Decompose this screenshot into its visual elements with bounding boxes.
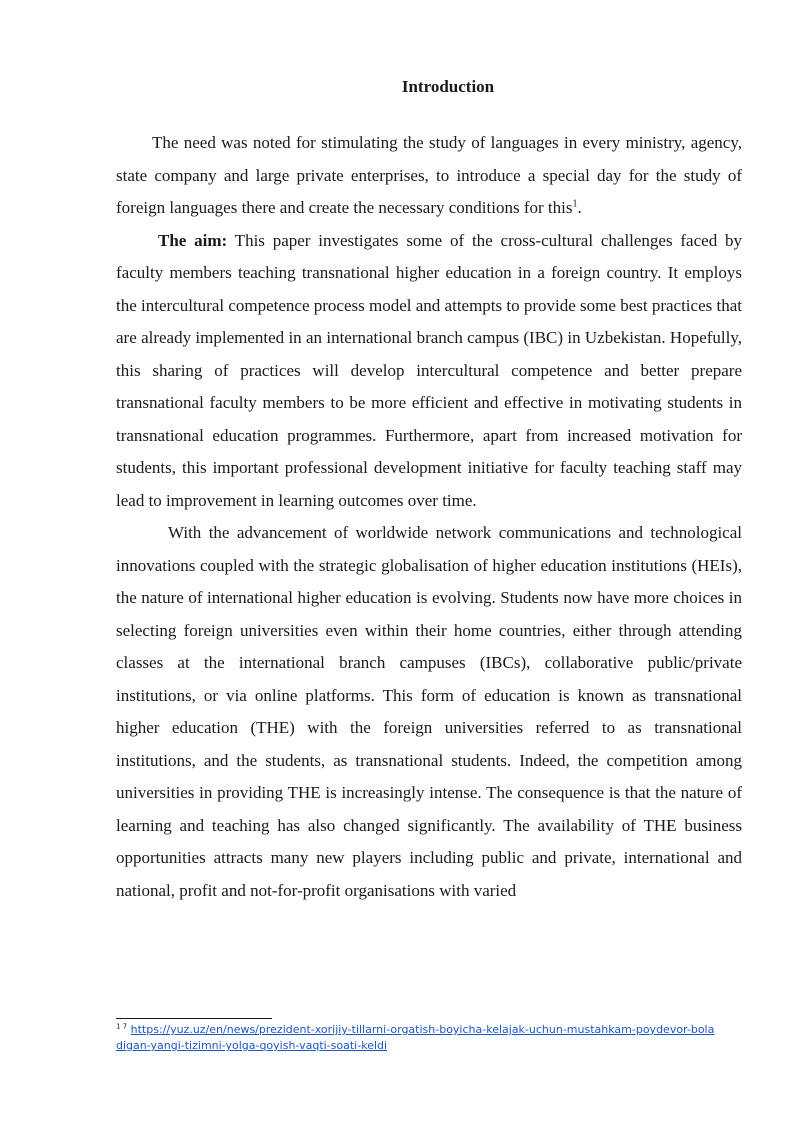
footnote-separator xyxy=(116,1018,272,1019)
paragraph-aim-text: This paper investigates some of the cross-cultural challenges faced by faculty members teaching transnational higher education in a foreign country. It employs the intercultural competence process model and attempts to provide some best practices that are already implemented in an international branch campus (IBC) in Uzbekistan. Hopefully, this sharing of practices will develop intercultural competence and better prepare transnational faculty members to be more efficient and effective in motivating students in transnational education programmes. Furthermore, apart from increased motivation for students, this important professional development initiative for faculty teaching staff may lead to improvement in learning outcomes over time. xyxy=(116,230,742,510)
paragraph-intro xyxy=(116,127,742,225)
section-title: Introduction xyxy=(401,77,495,96)
footnote-marker: 1 7 xyxy=(116,1022,128,1031)
paragraph-intro-text: The need was noted for stimulating the study of languages in every ministry, agency, state company and large private enterprises, to introduce a special day for the study of foreign languages there and create the necessary conditions for this xyxy=(116,133,742,217)
paragraph-aim xyxy=(116,225,742,518)
footnote xyxy=(116,1022,716,1054)
body-text xyxy=(116,127,742,907)
aim-label: The aim: xyxy=(158,230,228,250)
footnote-reference[interactable]: 1 xyxy=(572,198,578,210)
paragraph-advancement-text: With the advancement of worldwide network communications and technological innovations coupled with the strategic globalisation of higher education institutions (HEIs), the nature of international higher education is evolving. Students now have more choices in selecting foreign universities even within their home countries, either through attending classes at the international branch campuses (IBCs), collaborative public/private institutions, or via online platforms. This form of education is known as transnational higher education (THE) with the foreign universities referred to as transnational institutions, and the students, as transnational students. Indeed, the competition among universities in providing THE is increasingly intense. The consequence is that the nature of learning and teaching has also changed significantly. The availability of THE business opportunities attracts many new players including public and private, international and national, profit and not-for-profit organisations with varied xyxy=(116,523,742,900)
footnote-link[interactable]: https://yuz.uz/en/news/prezident-xorijiy-tillarni-orgatish-boyicha-kelajak-uchun-mustahkam-poydevor-boladigan-yangi-tizimni-yolga-qoyish-vaqti-soati-keldi xyxy=(116,1023,715,1052)
paragraph-advancement xyxy=(116,517,742,907)
paragraph-intro-end: . xyxy=(577,198,582,217)
